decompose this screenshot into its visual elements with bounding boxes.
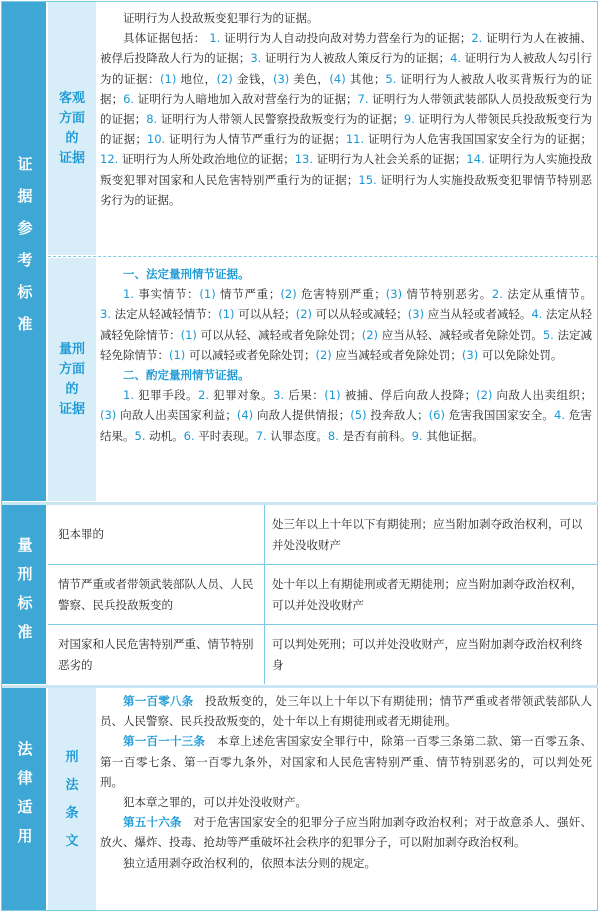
list-marker: 8.: [146, 112, 161, 127]
list-item-text: 其他证据。: [426, 428, 484, 443]
criminal-law-articles-label: [48, 688, 96, 910]
law-label-char: 条: [65, 805, 79, 821]
list-item-text: 法定减轻免除情节：: [100, 327, 593, 362]
list-marker: 2.: [198, 388, 214, 403]
objective-evidence-list: [100, 28, 592, 210]
list-item-text: 应当从轻、减轻或者免除处罚。: [381, 327, 543, 342]
list-item-text: 投奔敌人；: [370, 408, 429, 423]
list-item-text: 危害结果。: [100, 408, 593, 443]
list-marker: 3.: [100, 307, 115, 322]
list-marker: (1): [218, 307, 239, 322]
statutory-circumstances: [100, 284, 592, 365]
standard-condition-2: 情节严重或者带领武装部队人员、人民警察、民兵投敌叛变的: [58, 577, 254, 612]
list-item-text: 可以从轻；: [238, 307, 296, 322]
list-marker: 7.: [357, 91, 373, 106]
list-item-text: 可以从轻、减轻或者免除处罚；: [200, 327, 362, 342]
list-marker: (2): [361, 327, 382, 342]
list-marker: 4.: [531, 307, 546, 322]
article-108-text: 投敌叛变的，处三年以上十年以下有期徒刑；情节严重或者带领武装部队人员、人民警察、民兵投敌叛变的，处十年以上有期徒刑或者无期徒刑。: [100, 694, 593, 729]
standard-condition-3: 对国家和人民危害特别严重、情节特别恶劣的: [58, 637, 254, 672]
list-item-text: 证明行为人带领武装部队人员投敌叛变行为的证据；: [100, 91, 593, 127]
list-item-text: 向敌人出卖国家利益；: [120, 408, 237, 423]
list-item-text: 证明行为人所处政治地位的证据；: [121, 152, 295, 167]
list-item-text: 被捕、俘后向敌人投降；: [344, 388, 477, 403]
list-item-text: 证明行为人自动投向敌对势力营垒行为的证据；: [224, 31, 472, 46]
list-item-text: 危害我国国家安全。: [448, 408, 554, 423]
objective-label: [48, 2, 96, 255]
standard-penalty-3: 可以判处死刑；可以并处没收财产，应当附加剥夺政治权利终身: [272, 637, 583, 672]
article-56-title: 第五十六条: [123, 815, 182, 830]
sentencing-evidence-content: [100, 264, 592, 446]
standard-penalty-1: 处三年以上十年以下有期徒刑；应当附加剥夺政治权利，可以并处没收财产: [272, 517, 583, 552]
article-113-title: 第一百一十三条: [123, 734, 206, 749]
article-113-para-2: 犯本章之罪的，可以并处没收财产。: [123, 795, 307, 810]
list-marker: (6): [428, 408, 449, 423]
list-item-text: 证明行为人实施投敌叛变犯罪对国家和人民危害特别严重行为的证据；: [100, 152, 593, 187]
list-marker: 2.: [491, 287, 508, 302]
list-item-text: 可以减轻或者免除处罚；: [188, 347, 316, 362]
law-section: [2, 688, 598, 910]
list-item-text: 证明行为人暗地加入敌对营垒行为的证据；: [137, 91, 358, 106]
list-marker: 1.: [123, 287, 139, 302]
objective-intro: 证明行为人投敌叛变犯罪行为的证据。: [123, 11, 319, 25]
list-item-text: 金钱，: [236, 71, 273, 86]
list-item-text: 证明行为人被敌人策反行为的证据；: [265, 51, 451, 66]
sentencing-evidence-label: [48, 258, 96, 501]
list-marker: 3.: [273, 388, 289, 403]
list-marker: (3): [100, 408, 121, 423]
objective-label-line: 客观: [58, 91, 85, 106]
sentencing-label-line: 量刑: [58, 342, 85, 357]
objective-label-line: 方面: [58, 111, 85, 126]
column-divider: [264, 505, 265, 684]
list-marker: 5.: [385, 71, 401, 86]
sentencing-label-line: 的: [65, 382, 79, 397]
list-item-text: 向敌人提供情报；: [256, 408, 351, 423]
list-marker: 1.: [209, 31, 225, 46]
list-marker: 15.: [358, 172, 381, 187]
list-marker: 9.: [411, 428, 427, 443]
evidence-side-label: [2, 2, 46, 501]
law-label-char: 法: [65, 777, 79, 793]
article-113-text: 本章上述危害国家安全罪行中，除第一百零三条第二款、第一百零五条、第一百零七条、第一百零九条外，对国家和人民危害特别严重、情节特别恶劣的，可以判处死刑。: [100, 734, 593, 789]
list-marker: (2): [295, 307, 316, 322]
sentencing-label-line: 方面: [58, 362, 85, 377]
list-item-text: 危害特别严重；: [301, 287, 386, 302]
law-side-text: 法律适用: [15, 741, 34, 857]
law-side-label: [2, 688, 46, 910]
sentencing-label-line: 证据: [58, 402, 85, 417]
list-marker: 3.: [250, 51, 266, 66]
list-marker: 6.: [183, 428, 199, 443]
list-marker: 10.: [146, 132, 170, 147]
list-item-text: 地位，: [180, 71, 217, 86]
row-divider: [48, 624, 598, 625]
list-item-text: 法定从轻减轻免除情节：: [100, 307, 593, 342]
list-marker: (4): [236, 408, 257, 423]
article-108-title: 第一百零八条: [123, 694, 194, 708]
list-marker: (2): [280, 287, 302, 302]
list-marker: 2.: [471, 31, 487, 46]
list-item-text: 应当减轻或者免除处罚；: [335, 347, 462, 362]
section-divider: [48, 256, 598, 257]
list-marker: 6.: [123, 91, 138, 106]
list-item-text: 向敌人出卖组织；: [496, 388, 592, 403]
list-item-text: 证明行为人情节严重行为的证据；: [169, 132, 346, 147]
article-56-text: 对于危害国家安全的犯罪分子应当附加剥夺政治权利；对于故意杀人、强奸、放火、爆炸、投毒、抢劫等严重破坏社会秩序的犯罪分子，可以附加剥夺政治权利。: [100, 815, 593, 850]
list-marker: (1): [199, 287, 221, 302]
list-marker: 8.: [327, 428, 343, 443]
list-item-text: 法定从轻减轻情节：: [114, 307, 219, 322]
list-item-text: 认罪态度。: [270, 428, 328, 443]
list-marker: 4.: [554, 408, 569, 423]
row-divider: [48, 564, 598, 565]
list-item-text: 证明行为人被敌人勾引行为的证据：: [100, 51, 592, 86]
list-item-text: 证明行为人带领民兵投敌叛变行为的证据；: [100, 112, 593, 147]
list-item-text: 是否有前科。: [342, 428, 412, 443]
list-marker: 5.: [542, 327, 558, 342]
list-item-text: 可以从轻或减轻；: [315, 307, 408, 322]
list-item-text: 可以免除处罚。: [481, 347, 563, 362]
evidence-section: [2, 2, 598, 501]
list-item-text: 证明行为人危害我国国家安全行为的证据；: [368, 132, 593, 147]
sentencing-standard-section: [2, 505, 598, 684]
list-marker: 7.: [255, 428, 271, 443]
list-marker: 13.: [294, 152, 317, 167]
list-item-text: 事实情节：: [138, 287, 200, 302]
discretionary-heading: 二、酌定量刑情节证据。: [123, 368, 250, 383]
list-item-text: 犯罪手段。: [138, 388, 199, 403]
list-marker: (1): [169, 347, 189, 362]
sentencing-standard-side-label: [2, 505, 46, 684]
list-item-text: 动机。: [149, 428, 184, 443]
list-marker: (3): [407, 307, 428, 322]
list-item-text: 证明行为人被敌人收买背叛行为的证据；: [100, 71, 593, 106]
article-113: [100, 731, 592, 792]
list-item-text: 情节特别恶劣。: [406, 287, 492, 302]
law-articles-content: [100, 691, 592, 873]
list-item-text: 美色，: [293, 71, 330, 86]
list-item-text: 平时表现。: [198, 428, 256, 443]
list-marker: 14.: [466, 152, 489, 167]
list-marker: (1): [324, 388, 345, 403]
law-label-char: 刑: [65, 749, 79, 765]
article-56-para-2: 独立适用剥夺政治权利的，依照本法分则的规定。: [123, 855, 376, 870]
list-marker: 9.: [403, 112, 419, 127]
list-marker: (3): [272, 71, 294, 86]
list-marker: 4.: [450, 51, 465, 66]
list-marker: (2): [476, 388, 497, 403]
list-marker: (3): [385, 287, 407, 302]
list-marker: (3): [461, 347, 482, 362]
standard-condition-1: 犯本罪的: [58, 527, 104, 541]
list-marker: 12.: [100, 152, 122, 167]
list-item-text: 证明行为人社会关系的证据；: [316, 152, 467, 167]
law-label-char: 文: [65, 833, 79, 849]
list-item-text: 后果：: [288, 388, 325, 403]
list-marker: (5): [350, 408, 371, 423]
list-marker: (1): [160, 71, 181, 86]
evidence-side-label-text: 证据参考标准: [15, 155, 34, 348]
list-marker: (4): [329, 71, 350, 86]
list-item-text: 法定从重情节。: [507, 287, 593, 302]
list-item-text: 犯罪对象。: [213, 388, 274, 403]
list-item-text: 应当从轻或者减轻。: [427, 307, 532, 322]
list-item-text: 其他；: [349, 71, 386, 86]
list-marker: (2): [315, 347, 336, 362]
objective-label-line: 证据: [58, 151, 85, 166]
sentencing-standard-side-text: 量刑标准: [15, 536, 34, 653]
standard-penalty-2: 处十年以上有期徒刑或者无期徒刑；应当附加剥夺政治权利，可以并处没收财产: [272, 577, 583, 612]
list-item-text: 证明行为人带领人民警察投敌叛变行为的证据；: [160, 112, 404, 127]
list-item-text: 情节严重；: [220, 287, 281, 302]
list-marker: (2): [216, 71, 237, 86]
discretionary-circumstances: [100, 385, 592, 446]
list-marker: 11.: [345, 132, 369, 147]
list-marker: 5.: [134, 428, 150, 443]
list-item-text: 证明行为人在被捕、被俘后投降敌人行为的证据；: [100, 31, 592, 66]
objective-content: [100, 8, 592, 210]
objective-label-line: 的: [65, 131, 79, 146]
objective-lead: 具体证据包括：: [123, 31, 206, 46]
list-marker: 1.: [123, 388, 139, 403]
statutory-heading: 一、法定量刑情节证据。: [123, 267, 250, 281]
article-56: [100, 812, 592, 852]
list-item-text: 证明行为人实施投敌叛变犯罪情节特别恶劣行为的证据。: [100, 172, 593, 207]
article-108: [100, 691, 592, 731]
list-marker: (1): [180, 327, 201, 342]
